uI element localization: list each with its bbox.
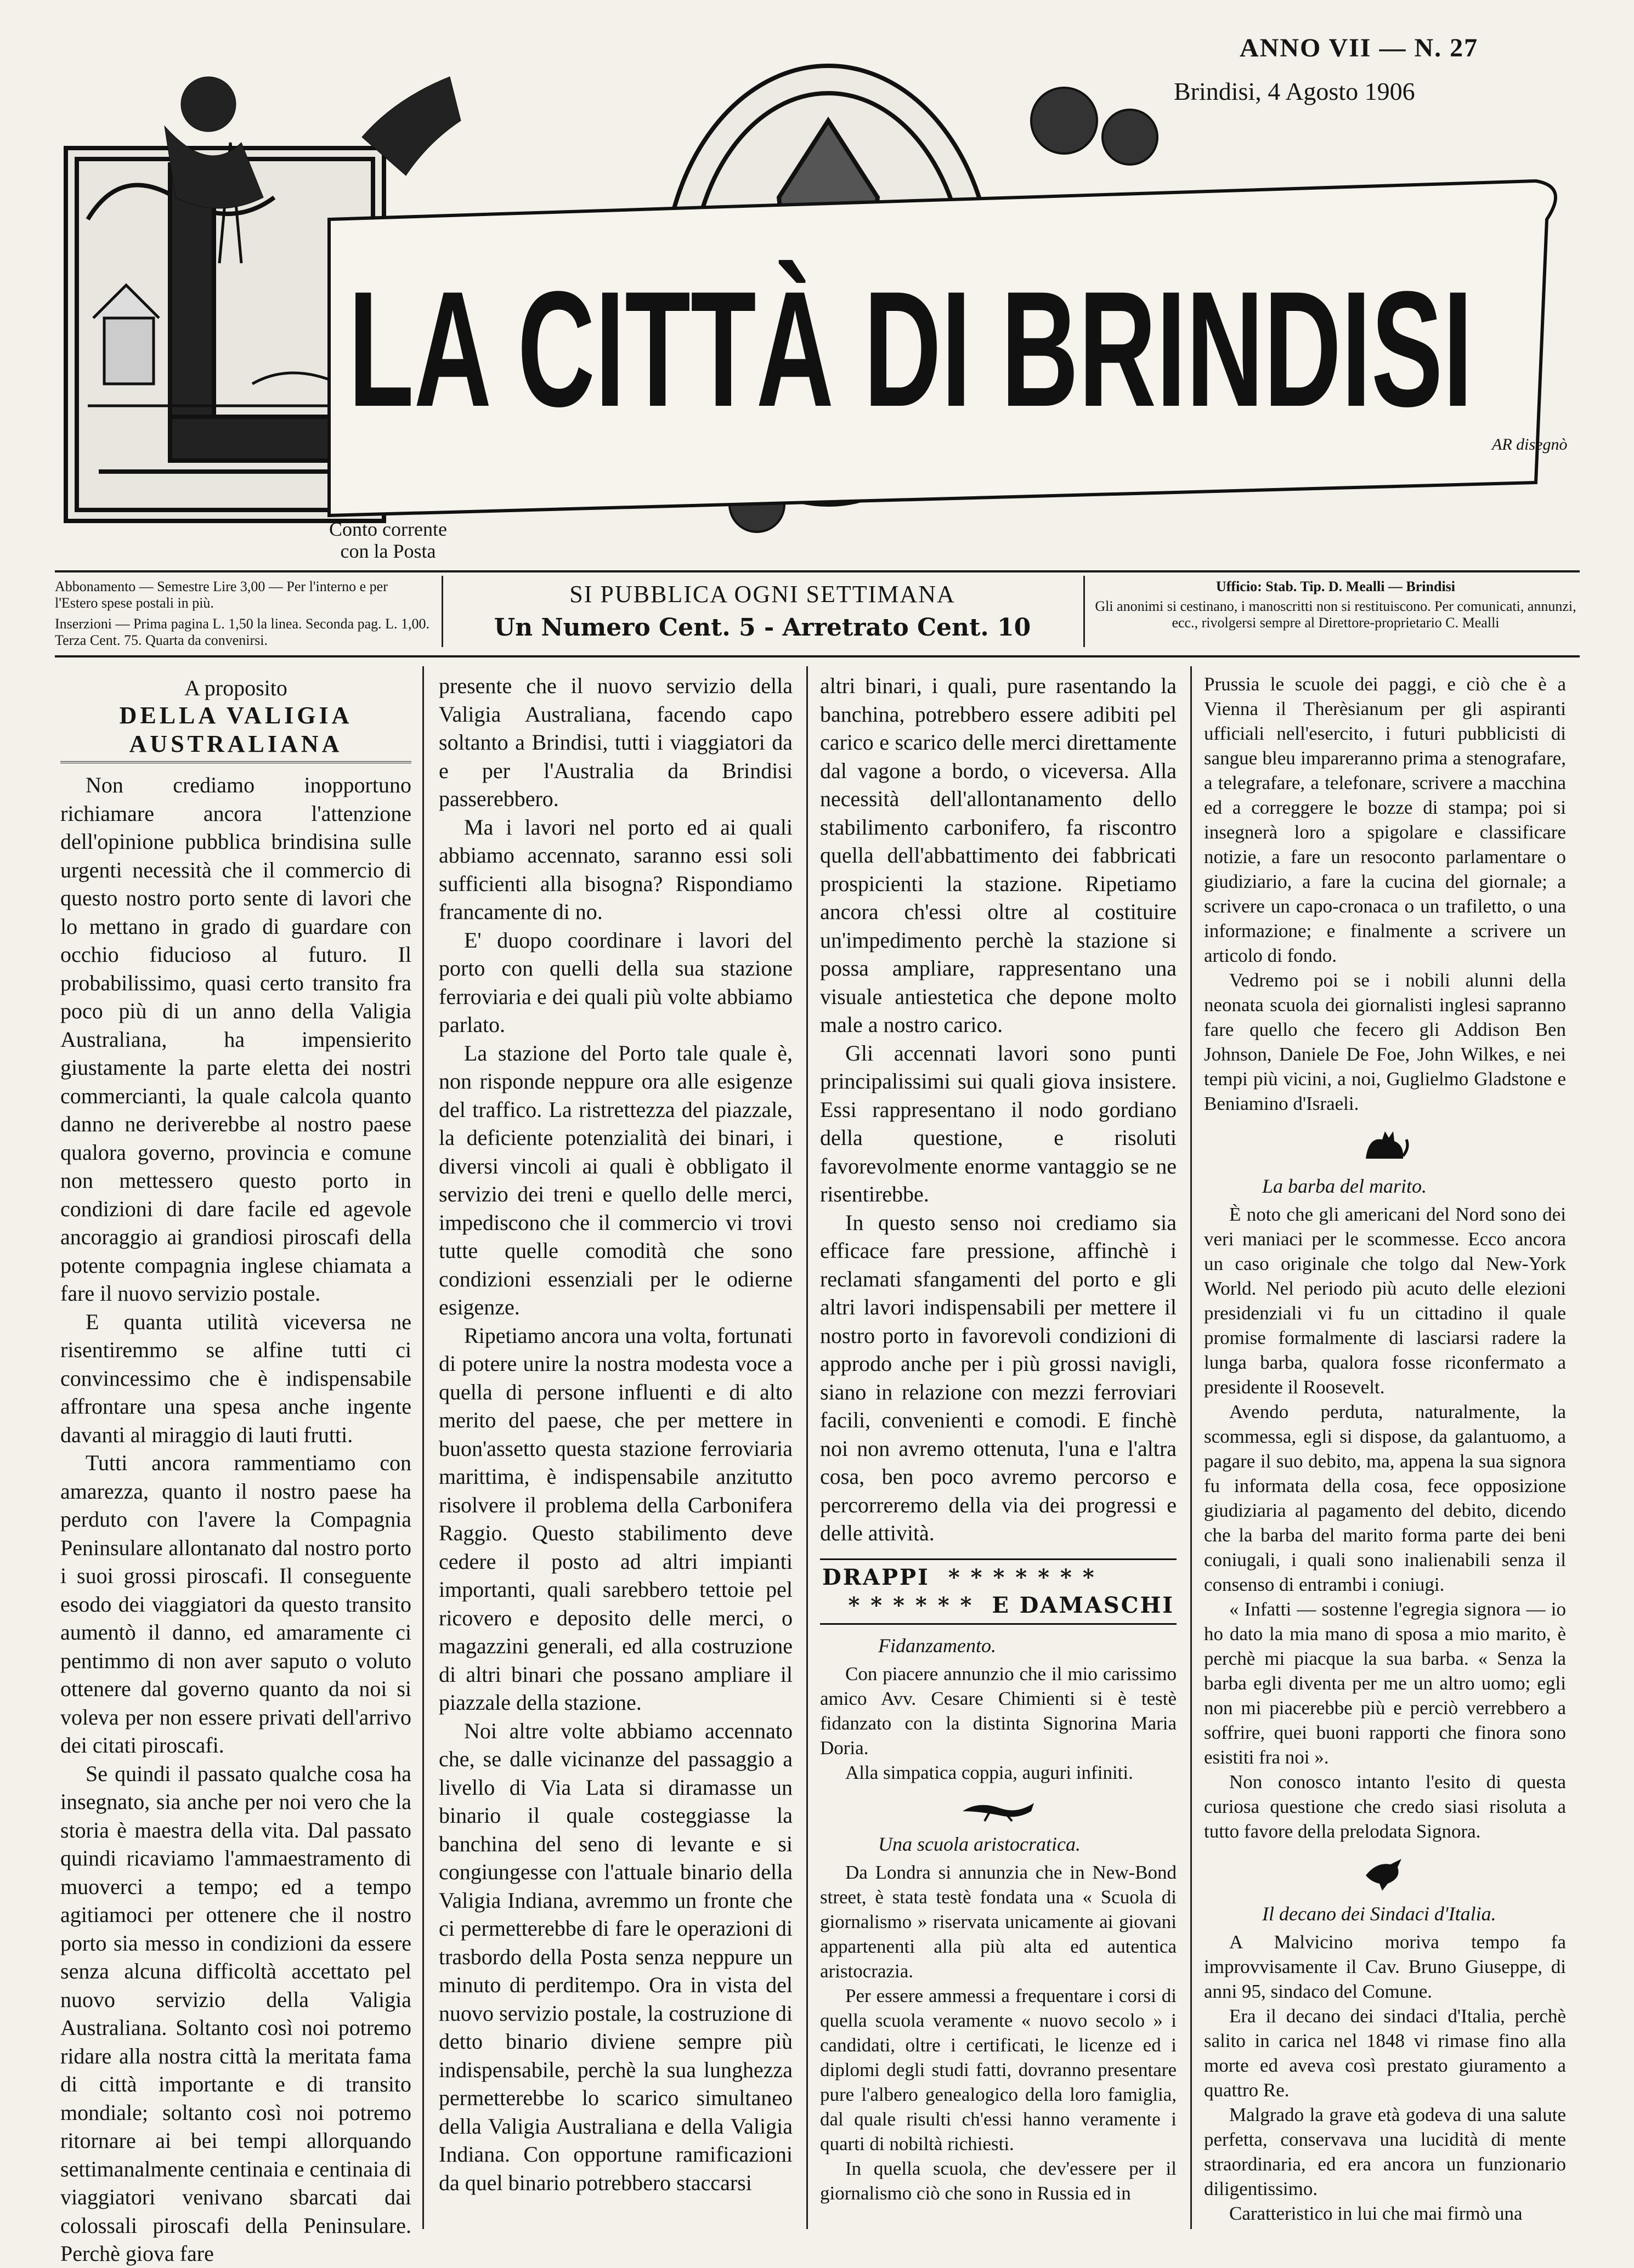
column-3	[820, 672, 1177, 2205]
paragraph: presente che il nuovo servizio della Valigia Australiana, facendo capo soltanto a Brindisi, tutti i viaggiatori da e per l'Australia da Brindisi passerebbero.	[439, 673, 793, 811]
info-divider-left	[442, 576, 443, 647]
subscription-info: Abbonamento — Semestre Lire 3,00 — Per l'interno e per l'Estero spese postali in più. Inserzioni — Prima pagina L. 1,50 la linea. Seconda pag. L. 1,00. Terza Cent. 75. Quarta da convenirsi.	[55, 579, 430, 648]
paragraph: Da Londra si annunzia che in New-Bond street, è stata testè fondata una « Scuola di giornalismo » riservata unicamente ai giovani appartenenti alla più alta ed autentica aristocrazia.	[820, 1861, 1177, 1982]
paragraph: Avendo perduta, naturalmente, la scommessa, egli si dispose, da galantuomo, a pagare il suo debito, ma, appena la sua signora fu informata della cosa, fece opposizione giudiziaria al pagamento del debito, dicendo che la barba del marito forma parte dei beni coniugali, i quali sono inalienabili senza il consenso di entrambi i coniugi.	[1204, 1401, 1566, 1595]
lizard-icon	[957, 1795, 1039, 1822]
paragraph: Per essere ammessi a frequentare i corsi di quella scuola veramente « nuovo secolo » i candidati, oltre i certificati, le licenze ed i diplomi degli studi fatti, dovranno presentare pure l'albero genealogico della loro famiglia, dal quale risulti ch'essi hanno veramente i quarti di nobiltà richiesti.	[820, 1984, 1177, 2154]
paragraph: Tutti ancora rammentiamo con amarezza, quanto il nostro paese ha perduto con l'avere la Compagnia Peninsulare allontanato dal nostro porto i suoi grossi piroscafi. Il conseguente esodo dei viaggiatori da questo transito aumentò il danno, ed amaramente ci pentimmo di non aver saputo o voluto ottenere dal governo quanto da noi si voleva per non essere privati dell'arrivo dei citati piroscafi.	[60, 1450, 411, 1757]
paragraph: Noi altre volte abbiamo accennato che, se dalle vicinanze del passaggio a livello di Via Lata si diramasse un binario il quale costeggiasse la banchina del seno di levante e si congiungesse con l'attuale binario della Valigia Indiana, avremmo un fronte che ci permetterebbe di fare le operazioni di trasbordo della Posta senza neppure un minuto di perditempo. Ora in vista del nuovo servizio postale, la costruzione di detto binario diviene sempre più indispensabile, perchè la sua lunghezza permetterebbe lo scarico simultaneo della Valigia Australiana e della Valigia Indiana. Con opportune ramificazioni da quel binario potrebbero staccarsi	[439, 1718, 793, 2195]
paragraph: Caratteristico in lui che mai firmò una	[1229, 2203, 1523, 2224]
paragraph: « Infatti — sostenne l'egregia signora — io ho dato la mia mano di sposa a mio marito, è perchè mi piacque la sua barba. « Senza la barba egli diventa per me un altro uomo; egli non mi piacerebbe più e perciò verrebbero a soffrire, quei buoni rapporti che finora sono esistiti fra noi ».	[1204, 1598, 1566, 1768]
paragraph: In questo senso noi crediamo sia efficace fare pressione, affinchè i reclamati sfangamenti del porto e gli altri lavori indispensabili per mettere il nostro porto in favorevoli condizioni di approdo anche per i più grossi navigli, siano in relazione con mezzi ferroviari facili, convenienti e comodi. E finchè noi non avremo ottenuta, l'una e l'altra cosa, ben poco avremo percorso e percorreremo della via dei progressi e delle attività.	[820, 1210, 1177, 1545]
paragraph: Prussia le scuole dei paggi, e ciò che è a Vienna il Therèsianum per gli aspiranti ufficiali nell'esercito, i futuri pubblicisti di sangue bleu impareranno prima a stenografare, a telegrafare, a telefonare, scrivere a macchina ed a correggere le bozze di stampa; poi si insegnerà loro a spigolare e classificare notizie, a fare un resoconto parlamentare o giudiziario, a fare la cucina del giornale; a scrivere un capo-cronaca o un trafiletto, o una informazione; e finalmente a scrivere un articolo di fondo.	[1204, 673, 1566, 966]
top-rule	[55, 570, 1580, 572]
subheading: La barba del marito.	[1262, 1175, 1427, 1197]
article-kicker: A proposito	[184, 676, 287, 700]
column-1	[60, 672, 411, 2268]
masthead	[0, 0, 1634, 581]
paragraph: Con piacere annunzio che il mio carissimo amico Avv. Cesare Chimienti si è testè fidanzato con la distinta Signorina Maria Doria.	[820, 1663, 1177, 1759]
bird-icon	[1360, 1853, 1410, 1892]
section-title-a: DRAPPI * * * * * * *	[822, 1564, 1096, 1590]
paragraph: Non crediamo inopportuno richiamare ancora l'attenzione dell'opinione pubblica brindisina sulle urgenti necessità che il commercio di questo nostro porto sente di lavori che lo mettano in grado di guardare con occhio fiducioso al futuro. Il probabilissimo, quasi certo transito fra poco più di un anno della Valigia Australiana, ha impensierito giustamente la parte eletta dei nostri commercianti, la quale calcola quanto danno ne deriverebbe al nostro paese qualora governo, provincia e comune non mettessero questo porto in condizioni di dare facile ed agevole ancoraggio ai grandiosi piroscafi della potente compagnia inglese chiamata a fare il nuovo servizio postale.	[60, 773, 411, 1306]
paragraph: A Malvicino moriva tempo fa improvvisamente il Cav. Bruno Giuseppe, di anni 95, sindaco del Comune.	[1204, 1931, 1566, 2002]
info-divider-right	[1083, 576, 1085, 647]
paragraph: Non conosco intanto l'esito di questa curiosa questione che credo siasi risoluta a tutto favore della prelodata Signora.	[1204, 1771, 1566, 1842]
publication-frequency: SI PUBBLICA OGNI SETTIMANA	[569, 581, 955, 608]
subheading: Fidanzamento.	[878, 1634, 996, 1657]
paragraph: E quanta utilità viceversa ne risentiremmo se alfine tutti ci convincessimo che è indispensabile affrontare una spesa anche ingente davanti al miraggio di lauti frutti.	[60, 1309, 411, 1447]
column-divider-3	[1190, 666, 1192, 2229]
column-4	[1204, 672, 1566, 2226]
paragraph: Se quindi il passato qualche cosa ha insegnato, sia anche per noi vero che la storia è maestra della vita. Dal passato quindi ricaviamo l'ammaestramento di muoverci a tempo; ed a tempo agitiamoci per ottenere che il nostro porto sia messo in condizioni da essere senza alcuna difficoltà accettato pel nuovo servizio della Valigia Australiana. Soltanto così noi potremo ridare alla nostra città la meritata fama di città importante e di transito mondiale; soltanto così noi potremo ritornare ai bei tempi allorquando settimanalmente centinaia e centinaia di viaggiatori venivano sbarcati dai colossali piroscafi della Peninsulare. Perchè giova fare	[60, 1761, 411, 2266]
paragraph: Gli accennati lavori sono punti principalissimi sui quali giova insistere. Essi rappresentano il nodo gordiano della questione, e risoluti favorevolmente enorme vantaggio se ne risentirebbe.	[820, 1040, 1177, 1206]
office-info: Ufficio: Stab. Tip. D. Mealli — Brindisi Gli anonimi si cestinano, i manoscritti non si restituiscono. Per comunicati, annunzi, ecc., rivolgersi sempre al Direttore-proprietario C. Mealli	[1095, 579, 1576, 631]
paragraph: Era il decano dei sindaci d'Italia, perchè salito in carica nel 1848 vi rimase fino alla morte ed aveva così prestato giuramento a quattro Re.	[1204, 2005, 1566, 2101]
subheading: Una scuola aristocratica.	[878, 1833, 1081, 1855]
masthead-illustration	[55, 55, 1580, 576]
section-title-b: * * * * * * E DAMASCHI	[848, 1592, 1174, 1618]
paragraph: E' duopo coordinare i lavori del porto con quelli della sua stazione ferroviaria e dei quali più volte abbiamo parlato.	[439, 927, 793, 1037]
column-2	[439, 672, 793, 2197]
price-line: Un Numero Cent. 5 - Arretrato Cent. 10	[494, 614, 1031, 642]
masthead-title: LA CITTÀ DI BRINDISI	[348, 257, 1473, 441]
paragraph: altri binari, i quali, pure rasentando la banchina, potrebbero essere adibiti pel carico e scarico delle merci direttamente dal vagone a bordo, o viceversa. Alla necessità dell'allontanamento dello stabilimento carbonifero, fa riscontro quella dell'abbattimento dei fabbricati prospicienti la stazione. Ripetiamo ancora ch'essi oltre al costituire un'impedimento perchè la stazione si possa ampliare, rappresentano una visuale antiestetica che depone molto male a nostro carico.	[820, 673, 1177, 1037]
column-divider-1	[422, 666, 424, 2229]
paragraph: Alla simpatica coppia, auguri infiniti.	[845, 1761, 1133, 1783]
paragraph: Ripetiamo ancora una volta, fortunati di potere unire la nostra modesta voce a quella di persone influenti e di alto merito del paese, che per mettere in buon'assetto questa stazione ferroviaria marittima, è indispensabile anzitutto risolvere il problema della Carbonifera Raggio. Questo stabilimento deve cedere il posto ad altri impianti importanti, quali sarebbero tettoie pel ricovero e deposito delle merci, o magazzini generali, ed alla costruzione di altri binari che possano ampliare il piazzale della stazione.	[439, 1323, 793, 1715]
article-headline: DELLA VALIGIA AUSTRALIANA	[60, 701, 411, 763]
issue-number: ANNO VII — N. 27	[1240, 33, 1479, 63]
subheading: Il decano dei Sindaci d'Italia.	[1262, 1903, 1496, 1925]
cat-icon	[1360, 1126, 1410, 1164]
paragraph: È noto che gli americani del Nord sono dei veri maniaci per le scommesse. Ecco ancora un caso originale che tolgo dal New-York World. Nel periodo più acuto delle elezioni presidenziali vi fu un cittadino il quale promise formalmente di lasciarsi radere la lunga barba, qualora fosse riconfermato a presidente il Roosevelt.	[1204, 1204, 1566, 1398]
dateline: Brindisi, 4 Agosto 1906	[1174, 77, 1415, 105]
conto-corrente: Conto corrente con la Posta	[329, 518, 447, 562]
bottom-rule	[55, 655, 1580, 657]
paragraph: La stazione del Porto tale quale è, non risponde neppure ora alle esigenze del traffico. La ristrettezza del piazzale, la deficiente potenzialità dei binari, i diversi vincoli ai quali è obbligato il servizio dei treni e quello delle merci, impediscono che il commercio vi trovi tutte quelle comodità che sono condizioni essenziali per le odierne esigenze.	[439, 1040, 793, 1319]
column-divider-2	[806, 666, 808, 2229]
paragraph: Malgrado la grave età godeva di una salute perfetta, conservava una lucidità di mente straordinaria, ed era ancora un funzionario diligentissimo.	[1204, 2104, 1566, 2199]
section-banner	[820, 1558, 1177, 1625]
artist-signature: AR disegnò	[1492, 435, 1568, 453]
paragraph: In quella scuola, che dev'essere per il giornalismo ciò che sono in Russia ed in	[820, 2157, 1177, 2204]
publication-info	[450, 580, 1075, 642]
paragraph: Vedremo poi se i nobili alunni della neonata scuola dei giornalisti inglesi sapranno fare quello che fecero gli Addison Ben Johnson, Daniele De Foe, John Wilkes, e nei tempi più vicini, a noi, Guglielmo Gladstone e Beniamino d'Israeli.	[1204, 969, 1566, 1114]
paragraph: Ma i lavori nel porto ed ai quali abbiamo accennato, saranno essi soli sufficienti alla bisogna? Rispondiamo francamente di no.	[439, 814, 793, 924]
